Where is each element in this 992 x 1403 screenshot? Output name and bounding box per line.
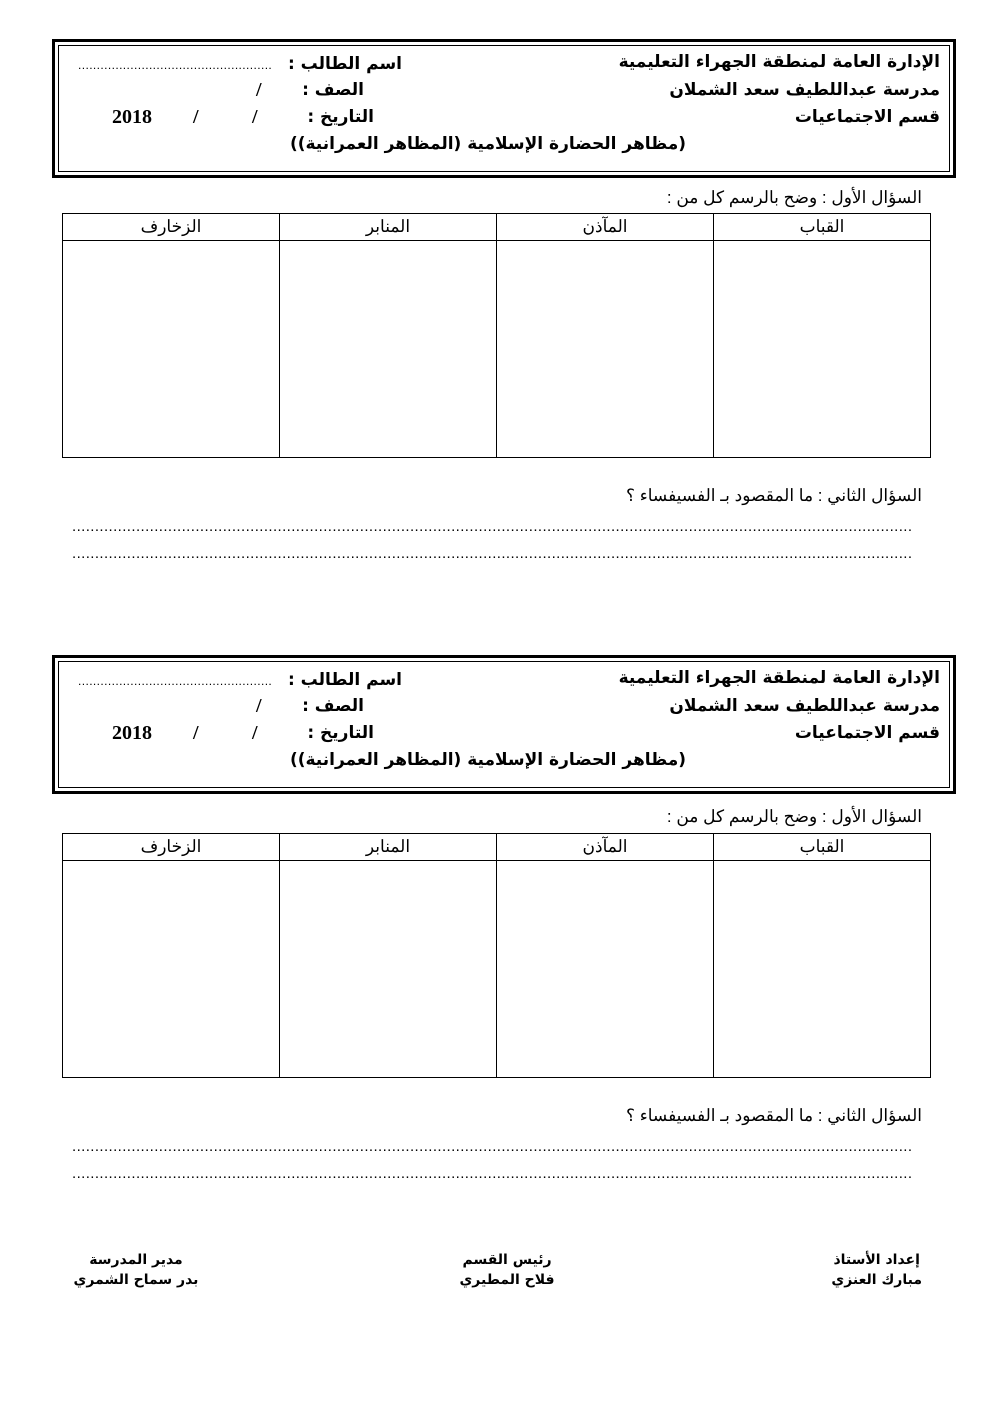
question-2-text: السؤال الثاني : ما المقصود بـ الفسيفساء ؟	[625, 486, 922, 505]
column-header-minarets: المآذن	[497, 214, 714, 241]
drawing-table-2	[62, 833, 931, 1078]
drawing-table-1	[62, 213, 931, 458]
column-header-ornaments: الزخارف	[63, 214, 280, 241]
principal-name: بدر سماح الشمري	[73, 1272, 199, 1288]
year: 2018	[112, 722, 152, 744]
class-label: الصف :	[302, 80, 364, 100]
student-name-label: اسم الطالب :	[287, 54, 402, 74]
lesson-topic: (مظاهر الحضارة الإسلامية (المظاهر العمرانية))	[289, 134, 686, 154]
date-slash-2: /	[193, 722, 199, 744]
preparer-signature	[831, 1252, 922, 1288]
preparer-name: مبارك العنزي	[831, 1272, 922, 1288]
question-2-text: السؤال الثاني : ما المقصود بـ الفسيفساء ؟	[625, 1106, 922, 1125]
drawing-cell-ornaments[interactable]	[63, 241, 280, 458]
head-name: فلاح المطيري	[459, 1272, 555, 1288]
directorate-name: الإدارة العامة لمنطقة الجهراء التعليمية	[618, 52, 940, 72]
drawing-cell-domes[interactable]	[714, 861, 931, 1078]
class-slash: /	[256, 695, 262, 717]
principal-title: مدير المدرسة	[89, 1252, 183, 1268]
date-slash-1: /	[252, 722, 258, 744]
drawing-cell-minarets[interactable]	[497, 241, 714, 458]
student-name-field[interactable]: ....................................................	[78, 58, 273, 72]
student-name-label: اسم الطالب :	[287, 670, 402, 690]
principal-signature	[72, 1252, 200, 1288]
answer-line-2[interactable]: ........................................................................................................................................................................................	[72, 545, 913, 562]
class-slash: /	[256, 79, 262, 101]
answer-line-1[interactable]: ........................................................................................................................................................................................	[72, 1138, 913, 1155]
head-signature	[455, 1252, 559, 1288]
drawing-cell-pulpits[interactable]	[280, 861, 497, 1078]
department-name: قسم الاجتماعيات	[794, 723, 940, 743]
directorate-name: الإدارة العامة لمنطقة الجهراء التعليمية	[618, 668, 940, 688]
class-label: الصف :	[302, 696, 364, 716]
column-header-pulpits: المنابر	[280, 834, 497, 861]
lesson-topic: (مظاهر الحضارة الإسلامية (المظاهر العمرانية))	[289, 750, 686, 770]
department-name: قسم الاجتماعيات	[794, 107, 940, 127]
drawing-cell-domes[interactable]	[714, 241, 931, 458]
question-1-text: السؤال الأول : وضح بالرسم كل من :	[666, 188, 922, 207]
date-slash-2: /	[193, 106, 199, 128]
head-title: رئيس القسم	[462, 1252, 552, 1268]
column-header-domes: القباب	[714, 834, 931, 861]
column-header-ornaments: الزخارف	[63, 834, 280, 861]
date-slash-1: /	[252, 106, 258, 128]
drawing-cell-pulpits[interactable]	[280, 241, 497, 458]
date-label: التاريخ :	[307, 107, 374, 127]
preparer-title: إعداد الأستاذ	[833, 1252, 920, 1268]
drawing-cell-ornaments[interactable]	[63, 861, 280, 1078]
year: 2018	[112, 106, 152, 128]
column-header-minarets: المآذن	[497, 834, 714, 861]
school-name: مدرسة عبداللطيف سعد الشملان	[669, 696, 940, 716]
question-1-text: السؤال الأول : وضح بالرسم كل من :	[666, 807, 922, 826]
column-header-pulpits: المنابر	[280, 214, 497, 241]
date-label: التاريخ :	[307, 723, 374, 743]
answer-line-1[interactable]: ........................................................................................................................................................................................	[72, 518, 913, 535]
drawing-cell-minarets[interactable]	[497, 861, 714, 1078]
school-name: مدرسة عبداللطيف سعد الشملان	[669, 80, 940, 100]
student-name-field[interactable]: ....................................................	[78, 674, 273, 688]
column-header-domes: القباب	[714, 214, 931, 241]
answer-line-2[interactable]: ........................................................................................................................................................................................	[72, 1165, 913, 1182]
